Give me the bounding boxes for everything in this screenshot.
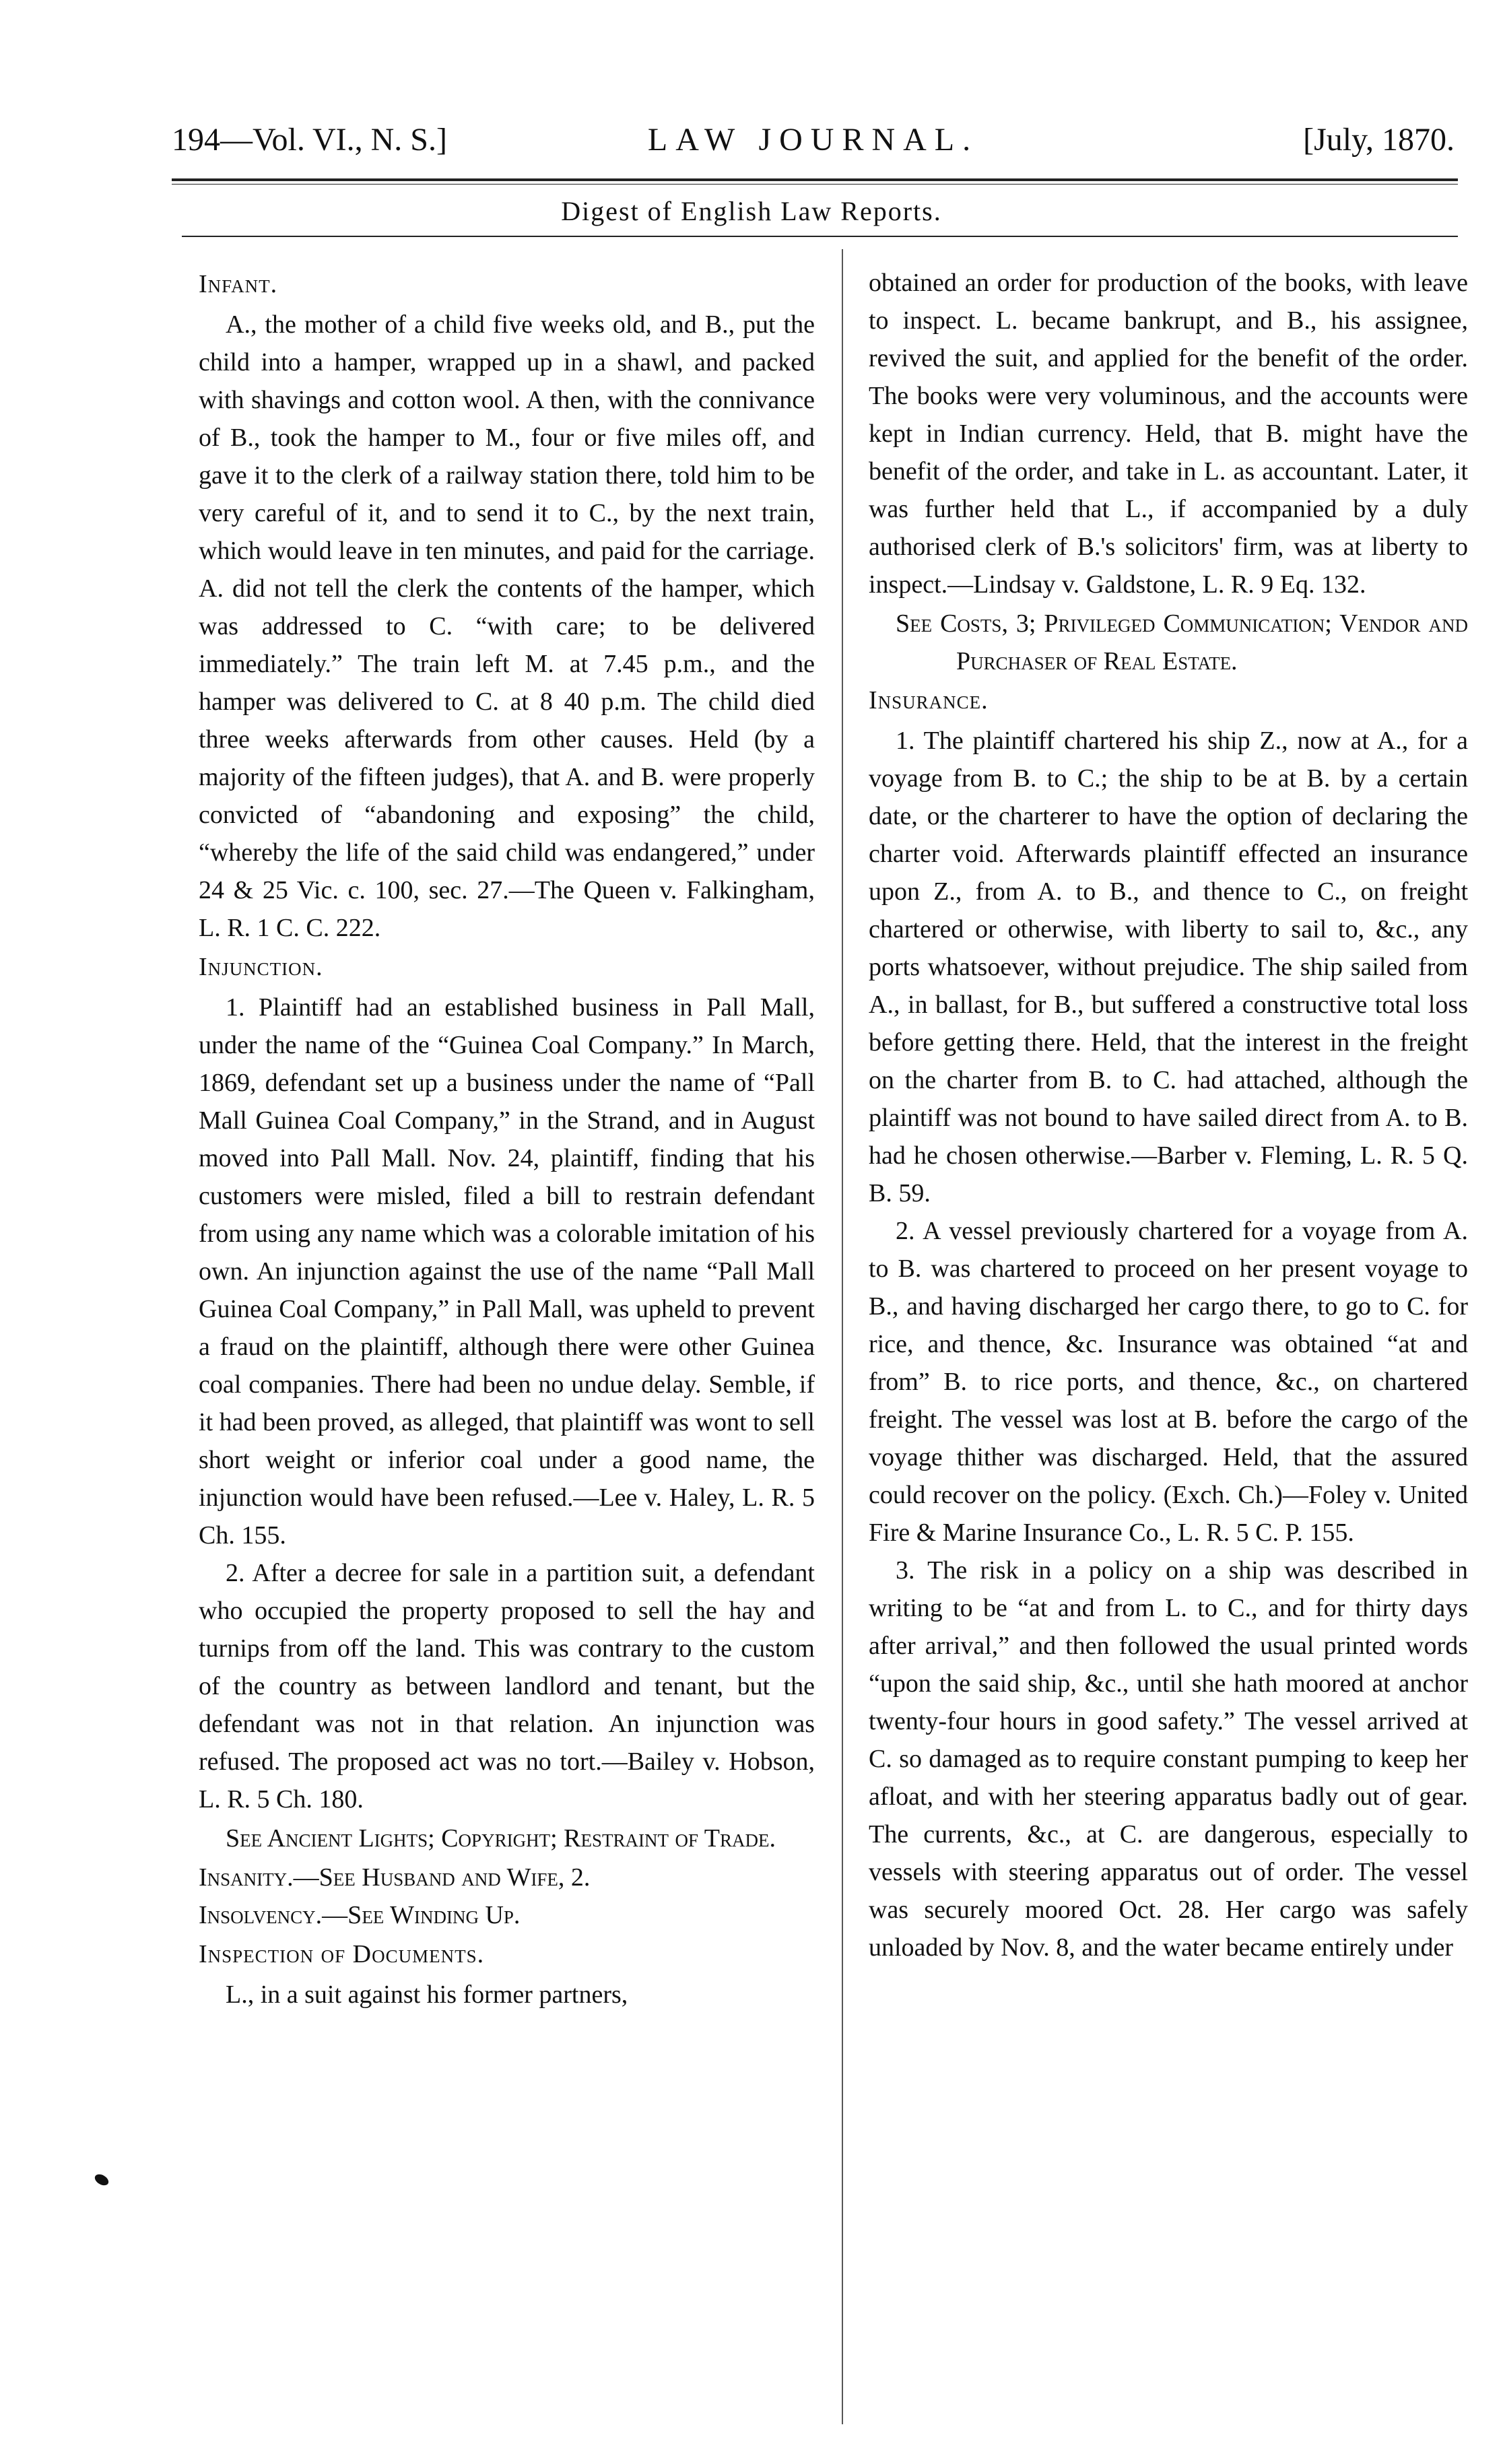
- entry-insanity: Insanity.—See Husband and Wife, 2.: [199, 1863, 591, 1892]
- entry-injunction-1: 1. Plaintiff had an established business in Pall Mall, under the name of the “Guinea Coal Company.” In March, 1869, defendant set up a business under the name of “Pall Mall Guinea Coal Company,” in the Strand, and in August moved into Pall Mall. Nov. 24, plaintiff, finding that his customers were misled, filed a bill to restrain defendant from using any name which was a colorable imitation of his own. An injunction against the use of the name “Pall Mall Guinea Coal Company,” in Pall Mall, was upheld to prevent a fraud on the plaintiff, although there were other Guinea coal companies. There had been no undue delay. Semble, if it had been proved, as alleged, that plaintiff was wont to sell short weight or inferior coal under a good name, the injunction would have been refused.—Lee v. Haley, L. R. 5 Ch. 155.: [199, 993, 815, 1550]
- ink-blot: [93, 2172, 110, 2187]
- issue-date: [July, 1870.: [1303, 122, 1455, 158]
- cross-reference-inspection: See Costs, 3; Privileged Communication; Vendor and Purchaser of Real Estate.: [896, 609, 1468, 675]
- left-column: [199, 264, 815, 2013]
- running-header: [172, 114, 1455, 168]
- heading-inspection: Inspection of Documents.: [199, 1940, 485, 1968]
- header-rule-thin: [172, 184, 1458, 185]
- journal-title: LAW JOURNAL.: [647, 122, 979, 158]
- column-divider: [842, 249, 843, 2424]
- heading-injunction: Injunction.: [199, 953, 323, 981]
- page-reference: 194—Vol. VI., N. S.]: [172, 122, 447, 158]
- right-column: [869, 264, 1468, 1966]
- entry-injunction-2: 2. After a decree for sale in a partition suit, a defendant who occupied the property proposed to sell the hay and turnips from off the land. This was contrary to the custom of the country as between landlord and tenant, but the defendant was not in that relation. An injunction was refused. The proposed act was no tort.—Bailey v. Hobson, L. R. 5 Ch. 180.: [199, 1559, 815, 1813]
- entry-inspection-start: L., in a suit against his former partners,: [226, 1980, 628, 2009]
- entry-insurance-3: 3. The risk in a policy on a ship was described in writing to be “at and from L. to C., and for thirty days after arrival,” and then followed the usual printed words “upon the said ship, &c., until she hath moored at anchor twenty-four hours in good safety.” The vessel arrived at C. so damaged as to require constant pumping to keep her afloat, and with her steering apparatus badly out of gear. The currents, &c., at C. are dangerous, especially to vessels with steering apparatus out of order. The vessel was securely moored Oct. 28. Her cargo was safely unloaded by Nov. 8, and the water became entirely under: [869, 1556, 1468, 1962]
- section-rule: [182, 236, 1458, 237]
- heading-insurance: Insurance.: [869, 686, 989, 714]
- section-title: Digest of English Law Reports.: [561, 196, 942, 226]
- cross-reference-injunction: See Ancient Lights; Copyright; Restraint of Trade.: [226, 1824, 776, 1853]
- entry-insurance-1: 1. The plaintiff chartered his ship Z., now at A., for a voyage from B. to C.; the ship to be at B. by a certain date, or the charterer to have the option of declaring the charter void. Afterwards plaintiff effected an insurance upon Z., from A. to B., and thence to C., on freight chartered or otherwise, with liberty to sail to, &c., any ports whatsoever, without prejudice. The ship sailed from A., in ballast, for B., but suffered a constructive total loss before getting there. Held, that the interest in the freight on the charter from B. to C. had attached, although the plaintiff was not bound to have sailed direct from A. to B. had he chosen otherwise.—Barber v. Fleming, L. R. 5 Q. B. 59.: [869, 727, 1468, 1207]
- header-rule-thick: [172, 178, 1458, 181]
- entry-inspection-continued: obtained an order for production of the books, with leave to inspect. L. became bankrupt, and B., his assignee, revived the suit, and applied for the benefit of the order. The books were very voluminous, and the accounts were kept in Indian currency. Held, that B. might have the benefit of the order, and take in L. as accountant. Later, it was further held that L., if accompanied by a duly authorised clerk of B.'s solicitors' firm, was at liberty to inspect.—Lindsay v. Galdstone, L. R. 9 Eq. 132.: [869, 269, 1468, 599]
- entry-insolvency: Insolvency.—See Winding Up.: [199, 1901, 521, 1929]
- entry-insurance-2: 2. A vessel previously chartered for a voyage from A. to B. was chartered to proceed on her present voyage to B., and having discharged her cargo there, to go to C. for rice, and thence, &c. Insurance was obtained “at and from” B. to rice ports, and thence, &c., on chartered freight. The vessel was lost at B. before the cargo of the voyage thither was discharged. Held, that the assured could recover on the policy. (Exch. Ch.)—Foley v. United Fire & Marine Insurance Co., L. R. 5 C. P. 155.: [869, 1217, 1468, 1547]
- entry-infant: A., the mother of a child five weeks old, and B., put the child into a hamper, wrapped up in a shawl, and packed with shavings and cotton wool. A then, with the connivance of B., took the hamper to M., four or five miles off, and gave it to the clerk of a railway station there, told him to be very careful of it, and to send it to C., by the next train, which would leave in ten minutes, and paid for the carriage. A. did not tell the clerk the contents of the hamper, which was addressed to C. “with care; to be delivered immediately.” The train left M. at 7.45 p.m., and the hamper was delivered to C. at 8 40 p.m. The child died three weeks afterwards from other causes. Held (by a majority of the fifteen judges), that A. and B. were properly convicted of “abandoning and exposing” the child, “whereby the life of the said child was endangered,” under 24 & 25 Vic. c. 100, sec. 27.—The Queen v. Falkingham, L. R. 1 C. C. 222.: [199, 310, 815, 942]
- heading-infant: Infant.: [199, 270, 278, 298]
